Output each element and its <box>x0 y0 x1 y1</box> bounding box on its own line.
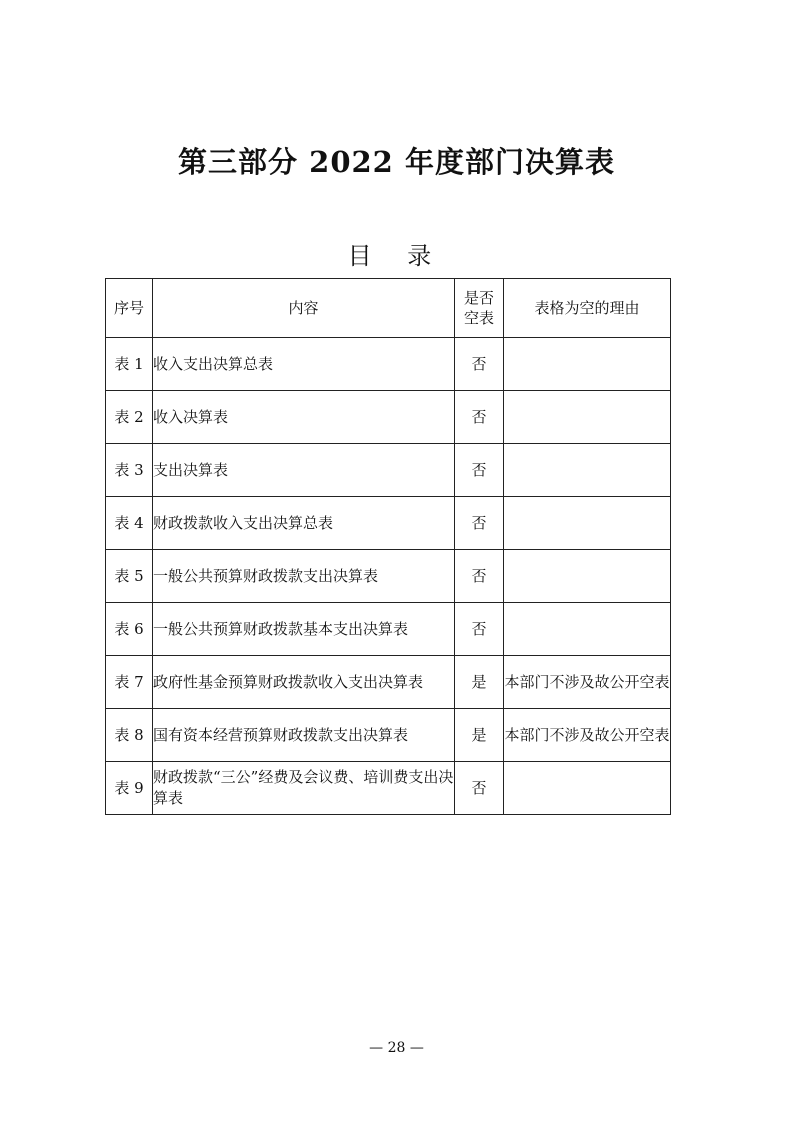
toc-heading: 目 录 <box>347 242 446 270</box>
header-num: 序号 <box>106 279 153 338</box>
header-reason: 表格为空的理由 <box>504 279 671 338</box>
row-reason <box>504 497 671 550</box>
row-num: 表 8 <box>106 709 153 762</box>
row-reason <box>504 338 671 391</box>
row-num: 表 2 <box>106 391 153 444</box>
table-row <box>106 550 671 603</box>
table-row <box>106 338 671 391</box>
page-number: — 28 — <box>369 1040 424 1056</box>
row-reason <box>504 762 671 815</box>
row-content: 财政拨款“三公”经费及会议费、培训费支出决算表 <box>153 762 455 815</box>
table-row <box>106 709 671 762</box>
row-content: 支出决算表 <box>153 444 455 497</box>
row-num: 表 9 <box>106 762 153 815</box>
table-row <box>106 391 671 444</box>
row-empty: 否 <box>455 603 504 656</box>
row-content: 国有资本经营预算财政拨款支出决算表 <box>153 709 455 762</box>
row-content: 收入支出决算总表 <box>153 338 455 391</box>
table-row <box>106 656 671 709</box>
row-empty: 否 <box>455 338 504 391</box>
header-content: 内容 <box>153 279 455 338</box>
row-empty: 否 <box>455 497 504 550</box>
row-empty: 否 <box>455 444 504 497</box>
row-content: 一般公共预算财政拨款支出决算表 <box>153 550 455 603</box>
row-reason <box>504 550 671 603</box>
table-row <box>106 444 671 497</box>
row-num: 表 4 <box>106 497 153 550</box>
row-num: 表 7 <box>106 656 153 709</box>
row-content: 财政拨款收入支出决算总表 <box>153 497 455 550</box>
row-num: 表 5 <box>106 550 153 603</box>
row-reason <box>504 603 671 656</box>
row-content: 收入决算表 <box>153 391 455 444</box>
row-num: 表 1 <box>106 338 153 391</box>
row-content: 政府性基金预算财政拨款收入支出决算表 <box>153 656 455 709</box>
page-title: 第三部分 2022 年度部门决算表 <box>178 145 615 179</box>
row-empty: 是 <box>455 709 504 762</box>
row-empty: 否 <box>455 550 504 603</box>
row-num: 表 6 <box>106 603 153 656</box>
row-reason <box>504 444 671 497</box>
row-content: 一般公共预算财政拨款基本支出决算表 <box>153 603 455 656</box>
toc-table <box>105 278 671 815</box>
row-reason <box>504 391 671 444</box>
row-reason: 本部门不涉及故公开空表 <box>504 709 671 762</box>
header-empty: 是否空表 <box>455 279 504 338</box>
row-empty: 否 <box>455 762 504 815</box>
table-row <box>106 603 671 656</box>
table-row <box>106 497 671 550</box>
row-num: 表 3 <box>106 444 153 497</box>
row-empty: 否 <box>455 391 504 444</box>
row-reason: 本部门不涉及故公开空表 <box>504 656 671 709</box>
table-header-row <box>106 279 671 338</box>
table-row <box>106 762 671 815</box>
row-empty: 是 <box>455 656 504 709</box>
